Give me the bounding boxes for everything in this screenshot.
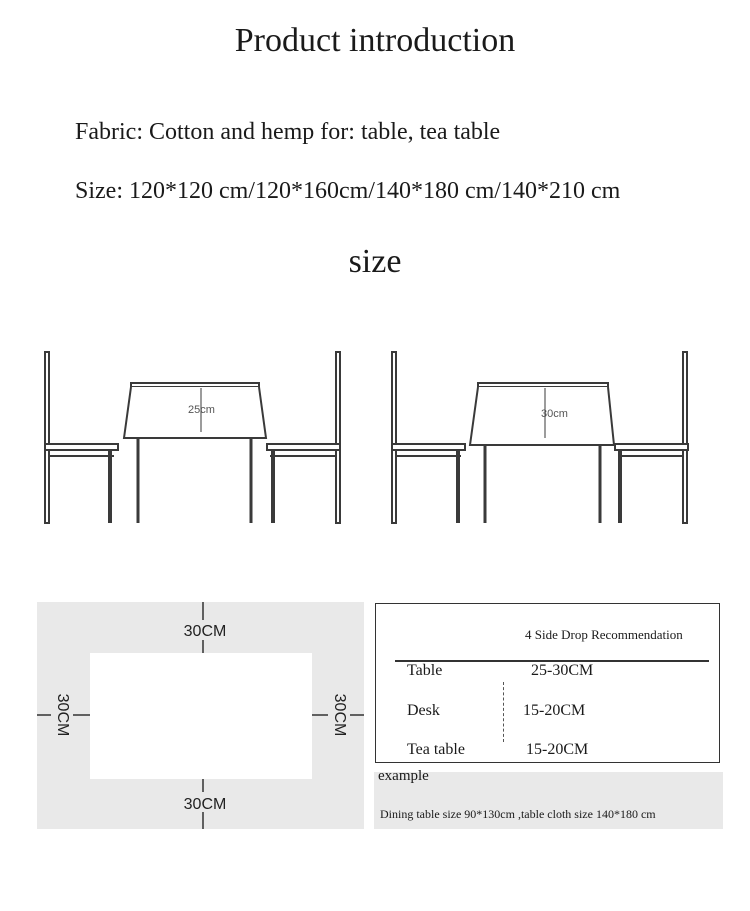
row-value-table: 25-30CM — [531, 662, 594, 679]
dining-set-illustration-30cm — [350, 340, 750, 540]
table-top — [478, 383, 608, 387]
left-chair-seat — [392, 444, 465, 450]
tablecloth-diagram — [37, 602, 364, 829]
right-chair-seat — [615, 444, 688, 450]
drop-table-divider — [503, 682, 504, 742]
left-overhang-label: 30CM — [53, 693, 71, 737]
right-chair-seat — [267, 444, 340, 450]
row-label-tea-table: Tea table — [407, 741, 465, 758]
size-spec: Size: 120*120 cm/120*160cm/140*180 cm/140*210 cm — [75, 178, 621, 204]
left-chair-back — [45, 352, 49, 523]
drop-recommendation-title: 4 Side Drop Recommendation — [525, 627, 683, 642]
right-overhang-label: 30CM — [330, 693, 348, 737]
bottom-overhang-label: 30CM — [183, 796, 227, 813]
left-chair-seat — [45, 444, 118, 450]
drop-label: 30cm — [541, 408, 568, 420]
row-label-table: Table — [407, 662, 443, 679]
left-chair-back — [392, 352, 396, 523]
example-title: example — [378, 768, 429, 784]
table-surface — [90, 653, 312, 779]
example-text: Dining table size 90*130cm ,table cloth size 140*180 cm — [380, 807, 656, 821]
page-title: Product introduction — [234, 22, 516, 59]
drop-label: 25cm — [188, 404, 215, 416]
right-chair-back — [683, 352, 687, 523]
table-top — [131, 383, 259, 387]
dining-set-illustration-25cm — [0, 340, 375, 540]
row-value-tea-table: 15-20CM — [526, 741, 589, 758]
row-label-desk: Desk — [407, 702, 440, 719]
fabric-spec: Fabric: Cotton and hemp for: table, tea table — [75, 119, 501, 145]
size-heading: size — [348, 243, 402, 280]
right-chair-back — [336, 352, 340, 523]
top-overhang-label: 30CM — [183, 623, 227, 640]
row-value-desk: 15-20CM — [523, 702, 586, 719]
